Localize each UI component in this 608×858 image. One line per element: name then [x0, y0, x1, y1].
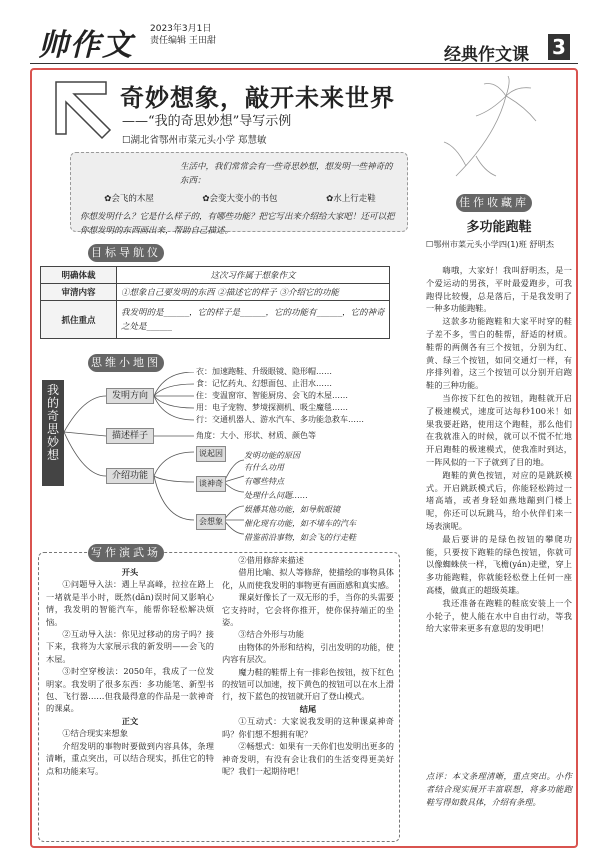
section-title: 经典作文课: [444, 45, 529, 65]
mindmap-leaf: 衣：加速跑鞋、升级眼镜、隐形帽……: [196, 367, 332, 376]
mindmap-leaf: 发明功能的原因: [244, 451, 300, 460]
goal-key: 审清内容: [41, 284, 117, 301]
intro-item: ✿水上行走鞋: [326, 194, 376, 204]
masthead-logo: 帅作文: [38, 28, 134, 63]
paragraph: 这款多功能跑鞋和大家平时穿的鞋子差不多，雪白的鞋帮，舒适的材质。鞋帮的两侧各有三个按钮，分别为红、黄、绿三个按钮，如同交通灯一样，有序排列着，这三个按钮可以分别开启跑鞋的三种功能。: [426, 316, 572, 391]
goal-key: 明确体裁: [41, 267, 117, 284]
paragraph: 嗨哦，大家好！我叫舒明杰，是一个爱运动的男孩，平时最爱跑步，可我跑得比较慢，总是落后，于是我发明了一种多功能跑鞋。: [426, 265, 572, 314]
intro-item: ✿会飞的木屋: [104, 194, 154, 204]
article-subtitle: ——“我的奇思妙想”导写示例: [122, 114, 292, 129]
section-heading: 开头: [121, 567, 139, 577]
paragraph: ②畅想式：如果有一天你们也发明出更多的神奇发明，有没有会让我们的生活变得更美好呢？我们一起期待吧！: [222, 741, 394, 776]
issue-info: [150, 23, 216, 47]
table-row: [41, 284, 390, 301]
goals-badge: 目标导航仪: [88, 244, 164, 262]
paragraph: ③时空穿梭法：2050年，我成了一位发明家。我发明了很多东西：多功能笔、新型书包、飞行器……但我最得意的作品是一款神奇的课桌。: [46, 666, 214, 714]
mindmap-leaf: 有什么功用: [244, 463, 284, 472]
header-divider: [30, 63, 578, 64]
intro-prompt: 生活中，我们常常会有一些奇思妙想，想发明一些神奇的东西：: [180, 162, 393, 186]
sidebar-badge: 佳作收藏库: [456, 194, 532, 212]
mindmap-sub: 谈神奇: [196, 476, 226, 492]
goal-value: ①想象自己要发明的东西 ②描述它的样子 ③介绍它的功能: [117, 284, 390, 301]
mindmap-branch: 发明方向: [106, 388, 154, 404]
mindmap-leaf: 行：交通机器人、游水汽车、多功能急救车……: [196, 415, 364, 424]
mindmap-sub: 说起因: [196, 446, 226, 462]
paragraph: 当你按下红色的按钮，跑鞋就开启了极速模式，速度可达每秒100米！如果我要赶路，使用这个跑鞋，那么他们在我就准入的时候，就可以不慌不忙地开启跑鞋的极速模式，使我准时到达，一阵风似的一下子就到了目的地。: [426, 392, 572, 467]
paragraph: 魔力鞋的鞋帮上有一排彩色按钮，按下红色的按钮可以加速，按下黄色的按钮可以在水上滑行，按下蓝色的按钮就开启了登山模式。: [222, 666, 394, 702]
writing-badge: 写作演武场: [88, 544, 164, 562]
article-author: ☐湖北省鄂州市菜元头小学 郑慧敏: [122, 135, 267, 146]
article-title: 奇妙想象，敲开未来世界: [120, 83, 395, 112]
mindmap-branch: 介绍功能: [106, 468, 154, 484]
mindmap-center: 我的奇思妙想: [42, 380, 64, 486]
flower-illustration: [436, 76, 566, 186]
mindmap-sub: 会想象: [196, 514, 226, 530]
goal-key: 抓住重点: [41, 301, 117, 339]
mindmap-leaf: 有哪些特点: [244, 477, 284, 486]
intro-item: ✿会变大变小的书包: [202, 194, 278, 204]
intro-question: 你想发明什么？它是什么样子的，有哪些功能？把它写出来介绍给大家吧！还可以把你想发明的东西画出来，帮助自己描述。: [80, 212, 395, 236]
table-row: [41, 301, 390, 339]
paragraph: ①问题导入法：遇上早高峰，拉拉在路上一堵就是半小时，既然(dān)误时间又影响心情，我发明的智能汽车，能帮你轻松解决烦恼。: [46, 579, 214, 627]
arrow-icon: [52, 78, 116, 142]
intro-text: [80, 160, 400, 238]
section-heading: 结尾: [299, 703, 317, 714]
writing-column-right: [222, 554, 394, 777]
paragraph: ②借用修辞来描述: [238, 555, 304, 565]
sidebar-author: ☐鄂州市菜元头小学四(1)班 舒明杰: [426, 239, 554, 249]
mindmap-leaf: 催化现有功能，如不堵车的汽车: [244, 519, 356, 528]
page-number: 3: [548, 34, 570, 60]
mindmap-branch: 描述样子: [106, 428, 154, 444]
paragraph: ②互动导入法：你见过移动的房子吗？接下来，我将为大家展示我的新发明——会飞的木屋。: [46, 629, 214, 664]
goals-table: [40, 266, 390, 339]
goal-value: 这次习作属于想象作文: [117, 267, 390, 284]
paragraph: 由物体的外形和结构，引出发明的功能，使内容有层次。: [222, 641, 394, 665]
editor-credit: 责任编辑 王田甜: [150, 36, 216, 46]
paragraph: 最后要讲的是绿色按钮的攀爬功能，只要按下跑鞋的绿色按钮，你就可以像蜘蛛侠一样，飞檐(yán)走壁，穿上多功能跑鞋，你就能轻松登上任何一座高楼，做真正的超级英雄。: [426, 533, 572, 595]
mindmap-leaf: 用：电子宠物、梦境探测机、吸尘魔毯……: [196, 403, 348, 412]
paragraph: 跑鞋的黄色按钮，对应的是跳跃模式。开启跳跃模式后，你能轻松跨过一堵高墙，或者身轻如燕地蹦到门楼上呢，你还可以玩跳马，给小伙伴们来一场表演呢。: [426, 469, 572, 531]
mindmap-leaf: 角度：大小、形状、材质、颜色等: [196, 431, 316, 440]
section-heading: 正文: [121, 715, 139, 726]
mindmap-leaf: 住：变温窗帘、智能厨房、会飞的木屋……: [196, 391, 348, 400]
writing-column-left: [46, 566, 214, 777]
sidebar-title: 多功能跑鞋: [466, 220, 532, 235]
paragraph: 介绍发明的事物时要做到内容具体，条理清晰，重点突出，可以结合现实，抓住它的特点和功能来写。: [46, 740, 214, 776]
paragraph: 借用比喻、拟人等修辞，使描绘的事物具体化，从而使我发明的事物更有画面感和真实感。: [222, 567, 394, 590]
paragraph: 我还准备在跑鞋的鞋底安装上一个小轮子，使人能在水中自由行动，等我给大家带来更多有意思的发明吧！: [426, 597, 572, 634]
mindmap-badge: 思维小地图: [88, 354, 164, 372]
mindmap-leaf: 借鉴前沿事物，如会飞的行走鞋: [244, 533, 356, 542]
paragraph: 课桌好像长了一双无形的手，当你的头需要它支持时，它会将你推开，使你保持端正的坐姿。: [222, 592, 394, 628]
paragraph: ③结合外形与功能: [238, 629, 304, 640]
table-row: [41, 267, 390, 284]
mindmap-leaf: 食：记忆药丸、幻想面包、止泪水……: [196, 379, 332, 388]
paragraph: ①互动式：大家说我发明的这种课桌神奇吗？你们想不想拥有呢？: [222, 716, 394, 739]
mindmap-leaf: 处理什么问题……: [244, 491, 308, 500]
sidebar-comment: 点评：本文条理清晰，重点突出。小作者结合现实展开丰富联想，将多功能跑鞋写得如数具体，介绍有条理。: [426, 771, 572, 807]
goal-value: 我发明的是______，它的样子是______，它的功能有______，它的神奇之处是______: [117, 301, 390, 339]
issue-date: 2023年3月1日: [150, 24, 212, 34]
mindmap-leaf: 娱播其他功能，如导航眼镜: [244, 505, 340, 514]
sidebar-essay: [426, 264, 572, 635]
paragraph: ①结合现实来想象: [62, 728, 128, 739]
